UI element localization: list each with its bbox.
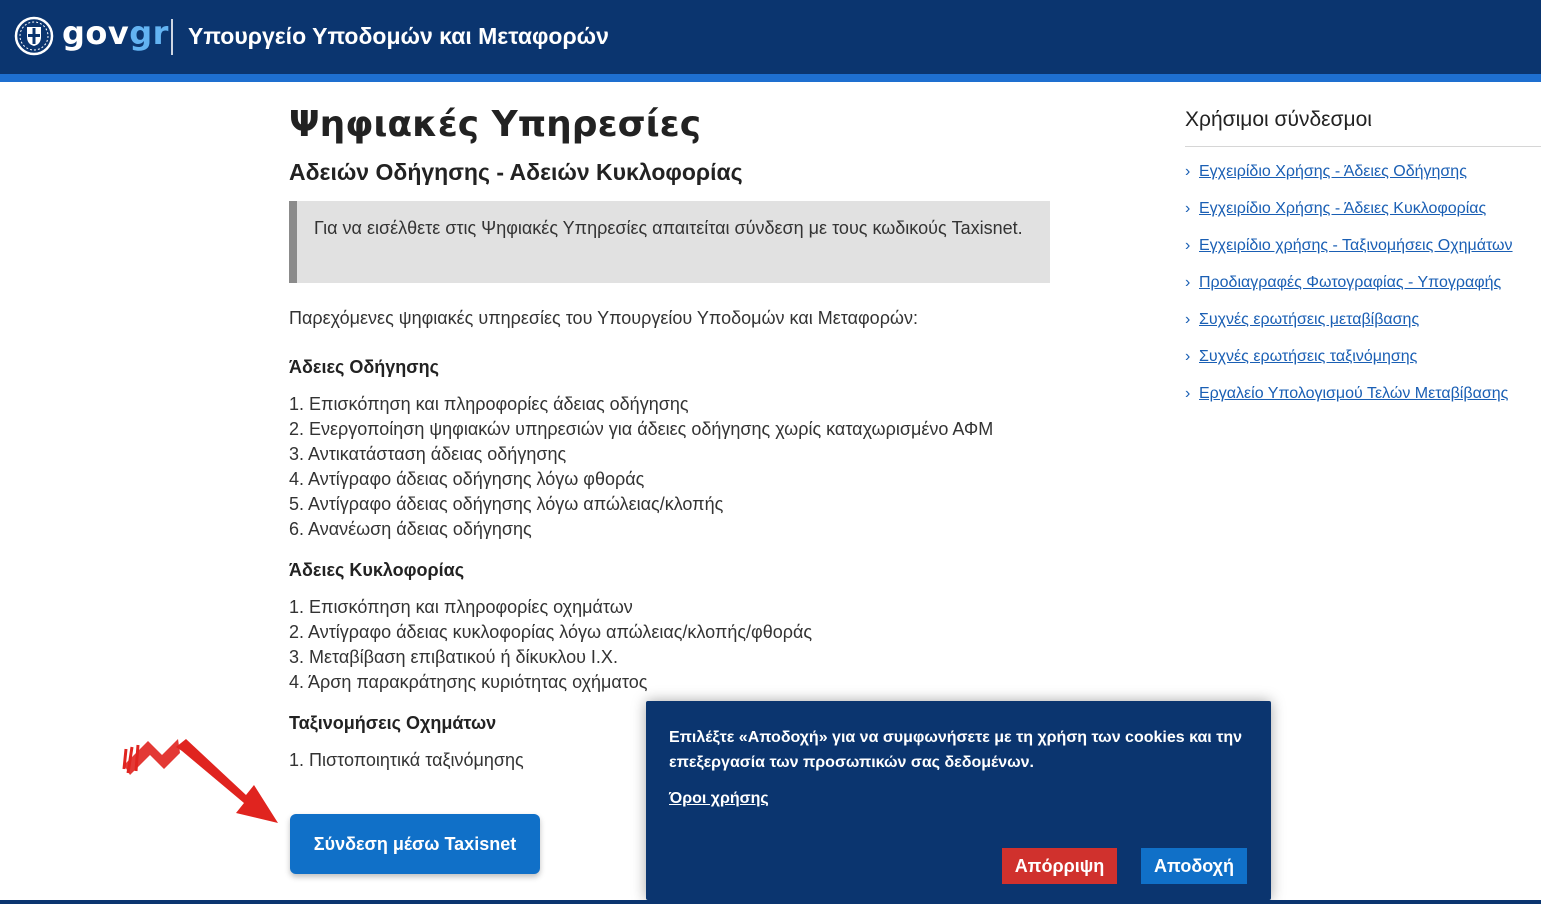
list-item: 4. Άρση παρακράτησης κυριότητας οχήματος [289,672,648,692]
login-notice: Για να εισέλθετε στις Ψηφιακές Υπηρεσίες απαιτείται σύνδεση με τους κωδικούς Taxisnet. [289,201,1050,283]
useful-link-item [1185,274,1513,311]
cookie-consent-text: Επιλέξτε «Αποδοχή» για να συμφωνήσετε με τη χρήση των cookies και την επεξεργασία των προσωπικών σας δεδομένων. [669,729,1242,771]
footer-edge [0,900,1541,904]
cookie-consent-banner [646,701,1271,900]
red-arrow-icon [118,725,283,825]
chevron-right-icon: › [1185,274,1191,291]
useful-link-item [1185,311,1513,348]
list-item: 1. Πιστοποιητικά ταξινόμησης [289,750,524,770]
useful-link-item [1185,200,1513,237]
section-heading-vehicle-registrations: Ταξινομήσεις Οχημάτων [289,713,497,733]
list-item: 6. Ανανέωση άδειας οδήγησης [289,519,532,539]
services-intro: Παρεχόμενες ψηφιακές υπηρεσίες του Υπουργείου Υποδομών και Μεταφορών: [289,308,918,328]
page-title: Ψηφιακές Υπηρεσίες [289,104,702,145]
link-manual-vehicle-licenses[interactable]: Εγχειρίδιο Χρήσης - Άδειες Κυκλοφορίας [1199,200,1487,217]
chevron-right-icon: › [1185,200,1191,217]
greek-emblem-icon [14,16,54,56]
logo-gr-text: gr [129,14,169,52]
list-item: 4. Αντίγραφο άδειας οδήγησης λόγω φθοράς [289,469,645,489]
chevron-right-icon: › [1185,163,1191,180]
link-registration-faq[interactable]: Συχνές ερωτήσεις ταξινόμησης [1199,348,1418,365]
link-transfer-fees-calculator[interactable]: Εργαλείο Υπολογισμού Τελών Μεταβίβασης [1199,385,1509,402]
page-subtitle: Αδειών Οδήγησης - Αδειών Κυκλοφορίας [289,159,743,185]
terms-of-use-link[interactable]: Όροι χρήσης [669,790,769,807]
link-photo-signature-specs[interactable]: Προδιαγραφές Φωτογραφίας - Υπογραφής [1199,274,1502,291]
list-item: 2. Αντίγραφο άδειας κυκλοφορίας λόγω απώλειας/κλοπής/φθοράς [289,622,813,642]
section-heading-vehicle-licenses: Άδειες Κυκλοφορίας [289,560,465,580]
header-divider [171,19,173,55]
list-item: 1. Επισκόπηση και πληροφορίες άδειας οδήγησης [289,394,689,414]
list-item: 3. Μεταβίβαση επιβατικού ή δίκυκλου Ι.Χ. [289,647,618,667]
useful-link-item [1185,163,1513,200]
useful-links-list [1185,163,1513,422]
logo-gov-text: gov [62,14,130,52]
chevron-right-icon: › [1185,348,1191,365]
link-manual-driving-licenses[interactable]: Εγχειρίδιο Χρήσης - Άδειες Οδήγησης [1199,163,1467,180]
section-heading-driving-licenses: Άδειες Οδήγησης [289,357,439,377]
accept-cookies-button[interactable]: Αποδοχή [1141,848,1247,884]
list-item: 5. Αντίγραφο άδειας οδήγησης λόγω απώλειας/κλοπής [289,494,724,514]
chevron-right-icon: › [1185,311,1191,328]
link-manual-vehicle-registrations[interactable]: Εγχειρίδιο χρήσης - Ταξινομήσεις Οχημάτων [1199,237,1513,254]
useful-link-item [1185,385,1513,422]
list-item: 2. Ενεργοποίηση ψηφιακών υπηρεσιών για άδειες οδήγησης χωρίς καταχωρισμένο ΑΦΜ [289,419,994,439]
list-item: 3. Αντικατάσταση άδειας οδήγησης [289,444,567,464]
vehicle-registration-services-list [289,748,524,773]
useful-link-item [1185,348,1513,385]
link-transfer-faq[interactable]: Συχνές ερωτήσεις μεταβίβασης [1199,311,1420,328]
chevron-right-icon: › [1185,385,1191,402]
useful-link-item [1185,237,1513,274]
vehicle-license-services-list [289,595,812,695]
taxisnet-login-button[interactable]: Σύνδεση μέσω Taxisnet [290,814,540,874]
sidebar-divider [1185,146,1541,147]
ministry-title[interactable]: Υπουργείο Υποδομών και Μεταφορών [188,23,609,49]
chevron-right-icon: › [1185,237,1191,254]
reject-cookies-button[interactable]: Απόρριψη [1002,848,1117,884]
driving-license-services-list [289,392,993,542]
govgr-logo[interactable] [62,14,169,52]
header-accent-strip [0,74,1541,82]
useful-links-title: Χρήσιμοι σύνδεσμοι [1185,108,1372,131]
site-header [0,0,1541,74]
list-item: 1. Επισκόπηση και πληροφορίες οχημάτων [289,597,633,617]
